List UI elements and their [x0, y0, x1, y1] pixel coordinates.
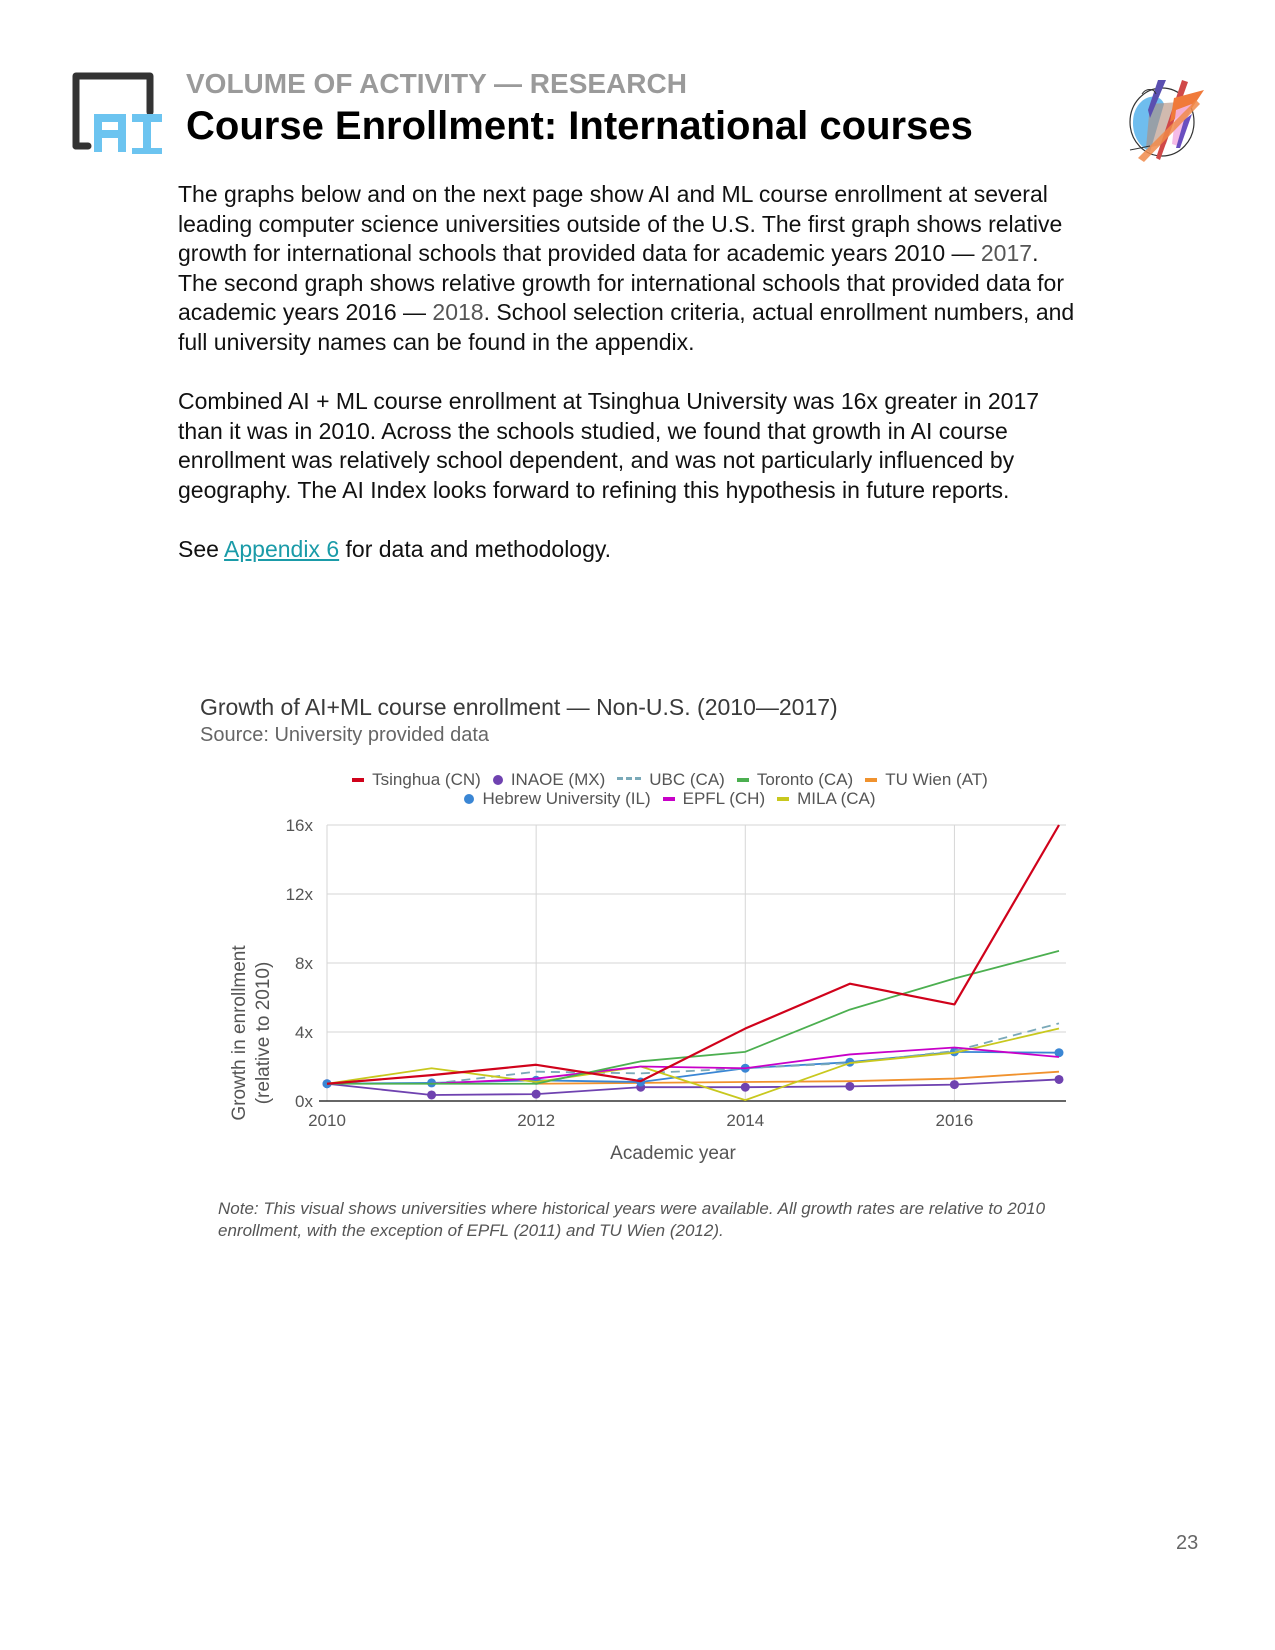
data-point-inaoe-mx	[741, 1083, 750, 1092]
data-point-inaoe-mx	[532, 1090, 541, 1099]
chart-subtitle: Source: University provided data	[200, 724, 490, 746]
appendix-paragraph: See Appendix 6 for data and methodology.	[178, 536, 612, 563]
x-tick-label: 2010	[308, 1111, 346, 1130]
series-line-mila-ca	[327, 1029, 1059, 1101]
page-number: 23	[1176, 1532, 1199, 1554]
x-axis-title: Academic year	[610, 1143, 736, 1164]
chart-title: Growth of AI+ML course enrollment — Non-U.S. (2010—2017)	[200, 694, 838, 720]
chart-note: Note: This visual shows universities where historical years were available. All growth rates are relative to 2010 enrollment, with the exception of EPFL (2011) and TU Wien (2012).	[218, 1199, 1046, 1240]
legend-label: Toronto (CA)	[756, 769, 854, 789]
intro-paragraph: The graphs below and on the next page show AI and ML course enrollment at several leading computer science universities outside of the U.S. The first graph shows relative growth for international schools that provided data for academic years 2010 — 2017. The second graph shows relative growth for international schools that provided data for academic years 2016 — 2018. School selection criteria, actual enrollment numbers, and full university names can be found in the appendix.	[178, 181, 1075, 355]
series-line-tsinghua-cn	[327, 825, 1059, 1084]
y-axis-title: Growth in enrollment	[229, 945, 250, 1121]
legend-label: INAOE (MX)	[510, 769, 606, 789]
x-tick-label: 2016	[935, 1111, 974, 1130]
page-title: Course Enrollment: International courses	[186, 104, 973, 148]
x-tick-label: 2012	[517, 1111, 556, 1130]
findings-paragraph: Combined AI + ML course enrollment at Tsinghua University was 16x greater in 2017 than it was in 2010. Across the schools studied, we found that growth in AI course enrollment was relatively school dependent, and was not particularly influenced by geography. The AI Index looks forward to refining this hypothesis in future reports.	[178, 388, 1040, 503]
legend-label: MILA (CA)	[797, 788, 876, 808]
y-tick-label: 12x	[285, 885, 313, 904]
section-label: VOLUME OF ACTIVITY — RESEARCH	[186, 68, 687, 99]
data-point-inaoe-mx	[427, 1090, 436, 1099]
series-line-toronto-ca	[327, 951, 1059, 1084]
data-point-inaoe-mx	[845, 1082, 854, 1091]
legend-label: UBC (CA)	[649, 769, 725, 789]
y-tick-label: 16x	[285, 816, 313, 835]
legend-label: Tsinghua (CN)	[372, 769, 481, 789]
legend-label: TU Wien (AT)	[885, 769, 988, 789]
y-axis-subtitle: (relative to 2010)	[253, 961, 274, 1105]
legend-label: EPFL (CH)	[682, 788, 766, 808]
data-point-inaoe-mx	[950, 1080, 959, 1089]
x-tick-label: 2014	[726, 1111, 765, 1130]
y-tick-label: 0x	[295, 1092, 313, 1111]
data-point-inaoe-mx	[1055, 1075, 1064, 1084]
legend-label: Hebrew University (IL)	[482, 788, 651, 808]
y-tick-label: 4x	[295, 1023, 313, 1042]
appendix-6-link[interactable]: Appendix 6	[224, 536, 340, 563]
y-tick-label: 8x	[295, 954, 313, 973]
